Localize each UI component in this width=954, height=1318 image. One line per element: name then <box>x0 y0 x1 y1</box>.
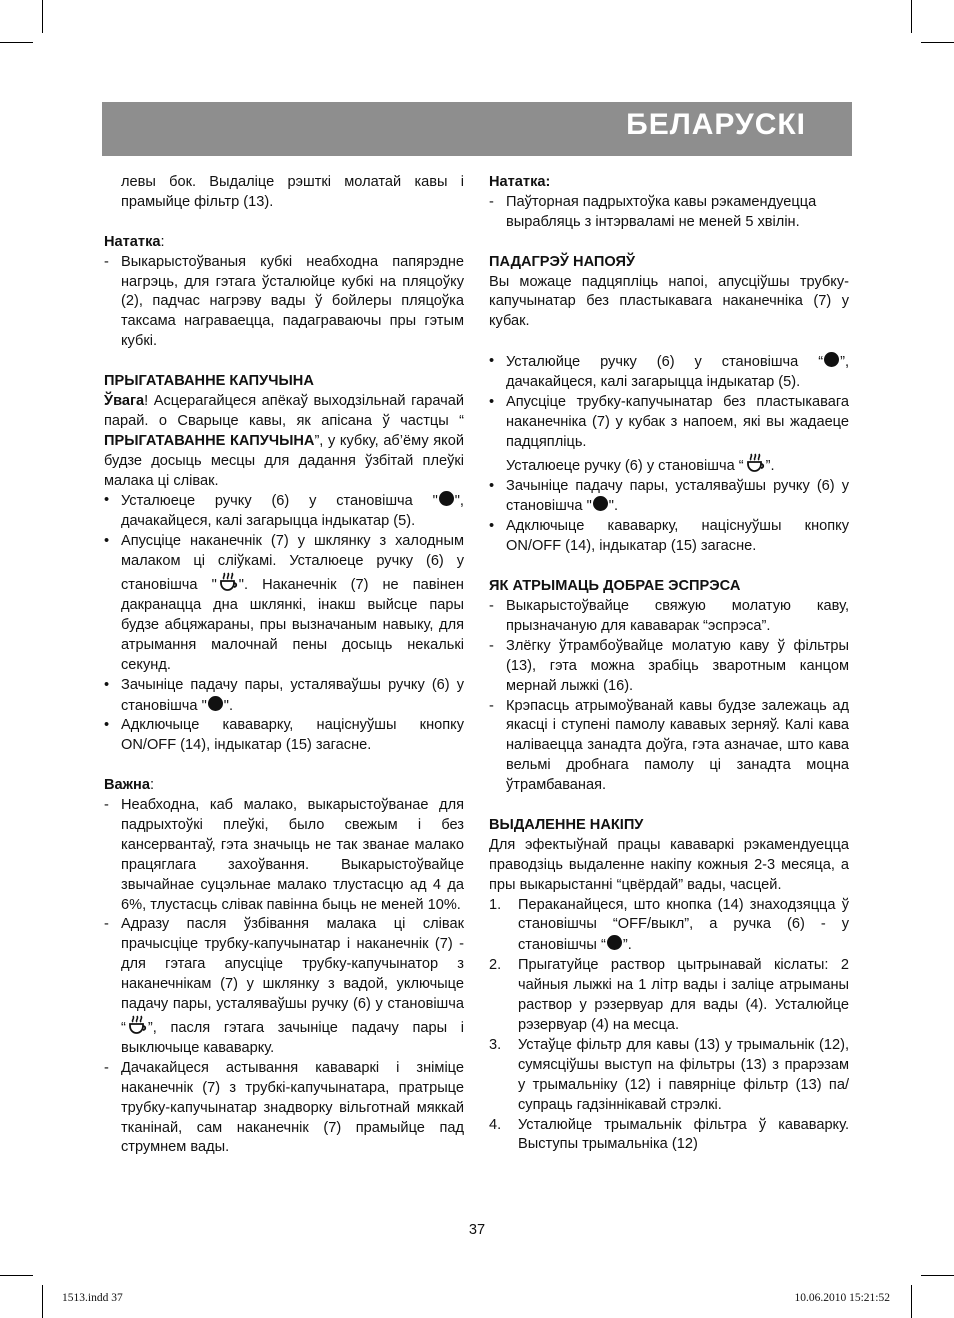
list-item: - Неабходна, каб малако, выкарыстоўванае для падрыхтоўкі плеўкі, было свежым і без кансервантаў, гэта значыць не так званае малако працяглага захоўвання. Выкарыстоўвайце звычайнае суцэльнае малако тлустасцю ад 4 да 6%, тлустасць слівак павінна быць не меней 10%. <box>104 797 464 913</box>
steam-position-dot-icon <box>824 352 839 367</box>
steam-position-dot-icon <box>607 935 622 950</box>
list-item: - Паўторная падрыхтоўка кавы рэкамендуецца вырабляць з інтэрваламі не меней 5 хвілін. <box>489 193 817 230</box>
list-item: • Усталюйце ручку (6) у становішча “ ”, дачакайцеся, калі загарыцца індыкатар (5). <box>489 353 849 391</box>
steam-cup-icon <box>744 453 766 473</box>
footer-date: 10.06.2010 15:21:52 <box>794 1292 890 1304</box>
list-item: 4. Усталюйце трымальнік фільтра ў кававарку. Выступы трымальніка (12) <box>489 1116 849 1153</box>
note-heading: Нататка: <box>489 174 551 190</box>
list-item: 1. Пераканайцеся, што кнопка (14) знаходзяцца ў становішчы “OFF/выкл”, а ручка (6) - у становішчы “ ”. <box>489 896 849 954</box>
list-item: 3. Устаўце фільтр для кавы (13) у трымальнік (12), сумясціўшы выступ на фільтры (13) з прарэзам у трымальніку (12) і павярніце фільтр (13) па/супраць гадзіннікавай стрэлкі. <box>489 1036 849 1113</box>
important-heading: Важна: <box>104 777 154 794</box>
list-item: - Адразу пасля ўзбівання малака ці слівак прачысціце трубку-капучынатар і наканечнік (7) - для гэтага апусціце трубку-капучынатор з наканечнікам (7) у шклянку з вадой, уключыце падачу пары, усталяваўшы ручку (6) у становішча “ ”, пасля гэтага зачыніце падачу пары і выключыце кававарку. <box>104 916 464 1056</box>
steam-position-dot-icon <box>208 696 223 711</box>
intro-paragraph: левы бок. Выдаліце рэшткі молатай кавы і прамыйце фільтр (13). <box>121 174 464 210</box>
steam-position-dot-icon <box>593 496 608 511</box>
list-item: - Выкарыстоўваныя кубкі неабходна папярэдне нагрэць, для гэтага ўсталюйце кубкі на пляцоўку (2), падчас нагрэву вады ў бойлеры пляцоўка таксама награваецца, падаграваючы пры гэтым кубкі. <box>104 253 464 350</box>
right-column <box>489 173 849 1155</box>
language-header-bar <box>102 102 852 156</box>
section-heading-espresso: ЯК АТРЫМАЦЬ ДОБРАЕ ЭСПРЭСА <box>489 578 741 595</box>
list-item: • Адключыце кававарку, націснуўшы кнопку ON/OFF (14), індыкатар (15) загасне. <box>489 518 849 555</box>
page-title: БЕЛАРУСКІ <box>626 108 806 141</box>
section-heading-descaling: ВЫДАЛЕННЕ НАКІПУ <box>489 816 644 833</box>
descaling-intro: Для эфектыўнай працы кававаркі рэкамендуецца праводзіць выдаленне накіпу кожныя 2-3 месяца, а пры выкарыстанні “цвёрдай” вады, часцей. <box>489 836 849 893</box>
steam-cup-icon <box>126 1015 148 1035</box>
left-column <box>104 173 464 1158</box>
list-item: • Зачыніце падачу пары, усталяваўшы ручку (6) у становішча " ". <box>104 676 464 714</box>
list-item: • Адключыце кававарку, націснуўшы кнопку ON/OFF (14), індыкатар (15) загасне. <box>104 717 464 754</box>
steam-cup-icon <box>217 572 239 592</box>
section-heading-warming: ПАДАГРЭЎ НАПОЯЎ <box>489 253 636 270</box>
list-item: • Зачыніце падачу пары, усталяваўшы ручку (6) у становішча " ". <box>489 477 849 515</box>
steam-position-dot-icon <box>439 491 454 506</box>
crop-mark <box>0 42 33 43</box>
list-item: • Апусціце наканечнік (7) у шклянку з халодным малаком ці сліўкамі. Усталюеце ручку (6) у становішча " ". Наканечнік (7) не павінен дакранацца дна шклянкі, інакш выйсце пары будзе абцяжараны, пры вызначаным навыку, для атрымання малочнай пены досыць некалькі секунд. <box>104 533 464 673</box>
list-item: 2. Прыгатуйце раствор цытрынавай кіслаты: 2 чайныя лыжкі на 1 літр вады і заліце атрыманы раствор у рэзервуар для вады (4). Усталюйце рэзервуар (4) на месца. <box>489 957 849 1033</box>
list-item: - Крэпасць атрымоўванай кавы будзе залежаць ад якасці і ступені памолу кававых зерняў. Калі кава наліваецца занадта доўга, гэта азначае, што кава вельмі дробнага памолу ці занадта моцна ўтрамбаваная. <box>489 697 849 794</box>
footer-file: 1513.indd 37 <box>62 1292 123 1304</box>
warming-intro: Вы можаце падцяпліць напоі, апусціўшы трубку-капучынатар без пластыкавага наканечніка (7) у кубак. <box>489 273 849 330</box>
page-number: 37 <box>468 1222 486 1238</box>
note-heading: Нататка: <box>104 233 165 250</box>
list-item: • Апусціце трубку-капучынатар без пластыкавага наканечніка (7) у кубак з напоем, які вы жадаеце падцяпліць. <box>489 393 849 450</box>
crop-mark <box>921 42 954 43</box>
crop-mark <box>911 0 912 33</box>
crop-mark <box>911 1285 912 1318</box>
crop-mark <box>921 1275 954 1276</box>
list-item: - Дачакайцеся астывання кававаркі і зніміце наканечнік (7) з трубкі-капучынатара, пратрыце трубку-капучынатар знадворку вільготнай мяккай тканінай, сам наканечнік (7) прамыйце пад струмнем вады. <box>104 1059 464 1156</box>
list-item-continuation: Усталюеце ручку (6) у становішча “ ”. <box>489 453 849 477</box>
list-item: • Усталюеце ручку (6) у становішча " ", дачакайцеся, калі загарыцца індыкатар (5). <box>104 492 464 530</box>
crop-mark <box>42 0 43 33</box>
list-item: - Злёгку ўтрамбоўвайце молатую каву ў фільтры (13), гэта можна зрабіць зваротным канцом мернай лыжкі (16). <box>489 637 849 694</box>
warning-paragraph: Ўвага! Асцерагайцеся апёкаў выходзільнай гарачай парай. о Сварыце кавы, як апісана ў частцы “ ПРЫГАТАВАННЕ КАПУЧЫНА”, у кубку, аб’ёму якой будзе досыць месцы для дадання ўзбітай плеўкі малака ці слівак. <box>104 392 464 489</box>
list-item: - Выкарыстоўвайце свяжую молатую каву, прызначаную для кававарак “эспрэса”. <box>489 597 849 634</box>
crop-mark <box>0 1275 33 1276</box>
section-heading-cappuccino: ПРЫГАТАВАННЕ КАПУЧЫНА <box>104 373 314 390</box>
crop-mark <box>42 1285 43 1318</box>
